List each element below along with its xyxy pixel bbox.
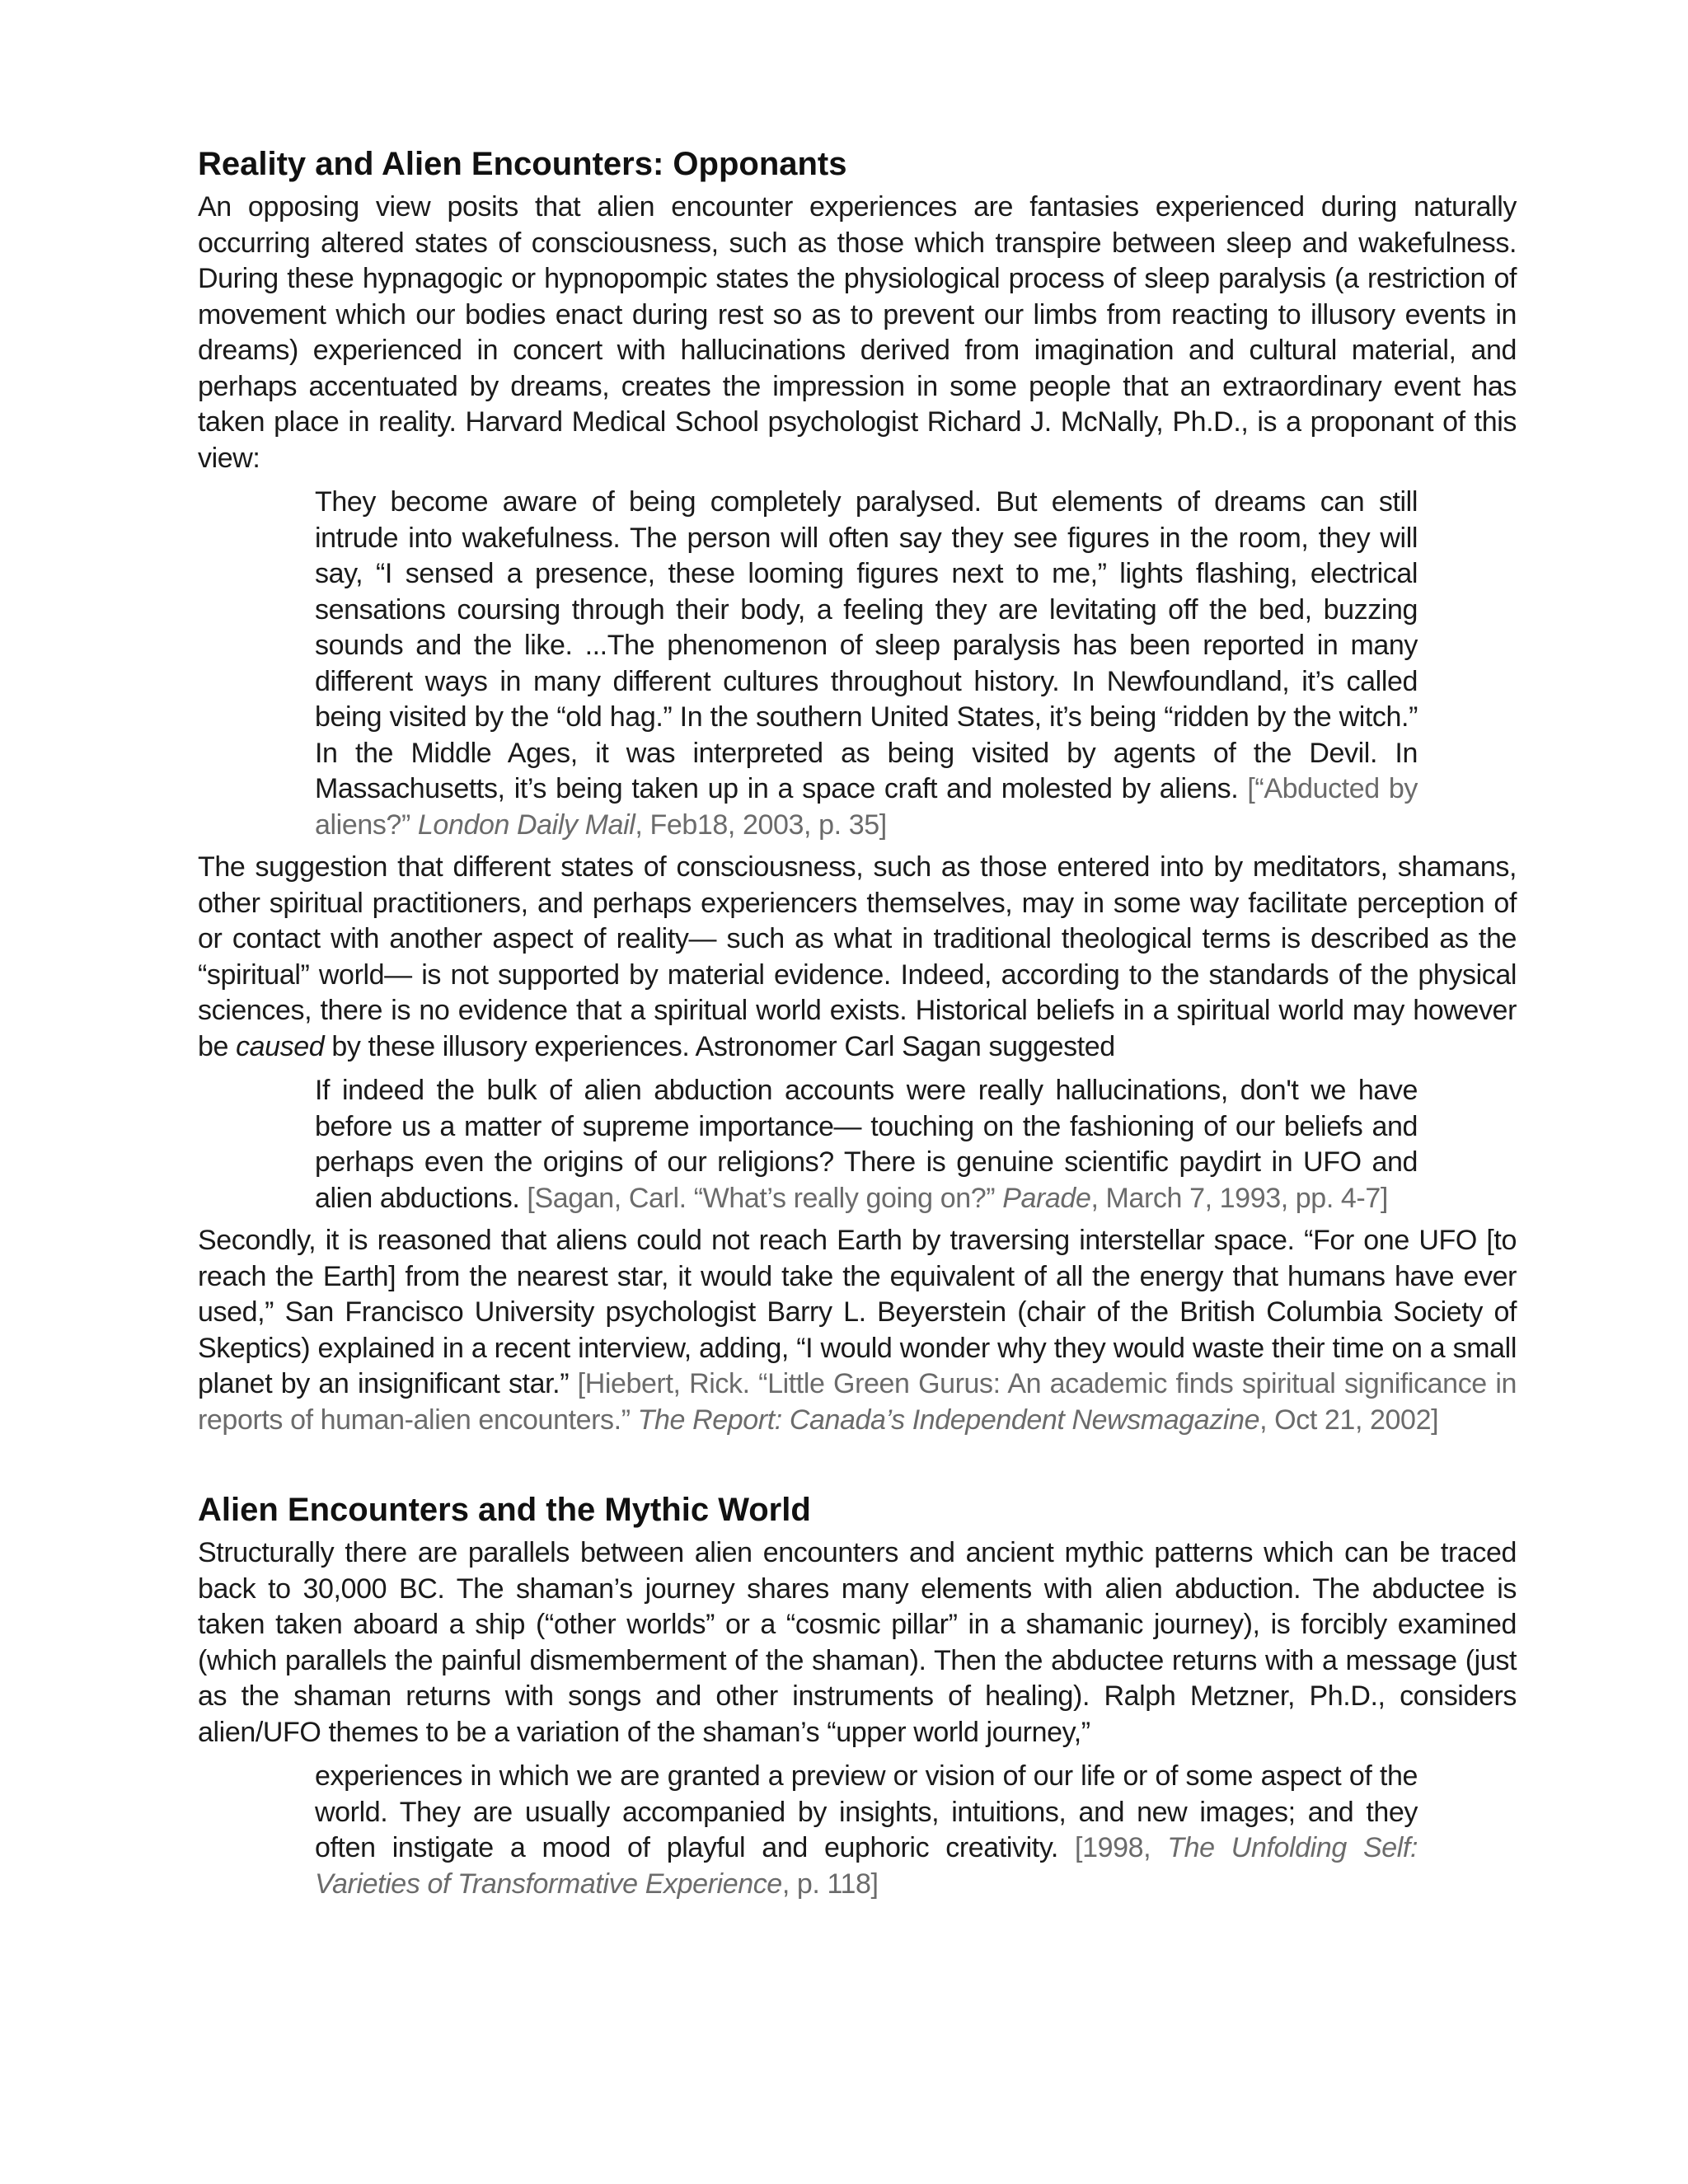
paragraph-interstellar-space: Secondly, it is reasoned that aliens could not reach Earth by traversing interstellar space. “For one UFO [to reach the Earth] from the nearest star, it would take the equivalent of all the energy that humans have ever used,” San Francisco University psychologist Barry L. Beyerstein (chair of the British Columbia Society of Skeptics) explained in a recent interview, adding, “I would wonder why they would waste their time on a small planet by an insignificant star.” [Hiebert, Rick. “Little Green Gurus: An academic finds spiritual significance in reports of human-alien encounters.” The Report: Canada’s Independent Newsmagazine, Oct 21, 2002] bbox=[198, 1225, 1517, 1436]
quote-text: experiences in which we are granted a preview or vision of our life or of some aspect of the world. They are usually accompanied by insights, intuitions, and new images; and they often instigate a mood of playful and euphoric creativity. bbox=[315, 1760, 1418, 1863]
paragraph-shaman-parallels: Structurally there are parallels between alien encounters and ancient mythic patterns which can be traced back to 30,000 BC. The shaman’s journey shares many elements with alien abduction. The abductee is taken taken aboard a ship (“other worlds” or a “cosmic pillar” in a shamanic journey), is forcibly examined (which parallels the painful dismemberment of the shaman). Then the abductee returns with a message (just as the shaman returns with songs and other instruments of healing). Ralph Metzner, Ph.D., considers alien/UFO themes to be a variation of the shaman’s “upper world journey,” bbox=[198, 1537, 1517, 1748]
citation: [“Abducted by aliens?” London Daily Mail, Feb18, 2003, p. 35] bbox=[315, 773, 1418, 841]
section-heading-mythic-world: Alien Encounters and the Mythic World bbox=[198, 1492, 811, 1528]
quote-text: If indeed the bulk of alien abduction accounts were really hallucinations, don't we have before us a matter of supreme importance— touching on the fashioning of our beliefs and perhaps even the origins of our religions? There is genuine scientific paydirt in UFO and alien abductions. bbox=[315, 1075, 1418, 1214]
block-quote-mcnally bbox=[315, 485, 1418, 843]
quote-text: They become aware of being completely paralysed. But elements of dreams can still intrude into wakefulness. The person will often say they see figures in the room, they will say, “I sensed a presence, these looming figures next to me,” lights flashing, electrical sensations coursing through their body, a feeling they are levitating off the bed, buzzing sounds and the like. ...The phenomenon of sleep paralysis has been reported in many different ways in many different cultures throughout history. In Newfoundland, it’s called being visited by the “old hag.” In the southern United States, it’s being “ridden by the witch.” In the Middle Ages, it was interpreted as being visited by agents of the Devil. In Massachusetts, it’s being taken up in a space craft and molested by aliens. bbox=[315, 486, 1418, 804]
section-spacer bbox=[198, 1438, 1517, 1488]
paragraph-spiritual-world: The suggestion that different states of consciousness, such as those entered into by meditators, shamans, other spiritual practitioners, and perhaps experiencers themselves, may in some way facilitate perception of or contact with another aspect of reality— such as what in traditional theological terms is described as the “spiritual” world— is not supported by material evidence. Indeed, according to the standards of the physical sciences, there is no evidence that a spiritual world exists. Historical beliefs in a spiritual world may however be caused by these illusory experiences. Astronomer Carl Sagan suggested bbox=[198, 851, 1517, 1062]
section-heading-opponants: Reality and Alien Encounters: Opponants bbox=[198, 146, 847, 182]
block-quote-sagan bbox=[315, 1073, 1418, 1216]
paragraph-opposing-view: An opposing view posits that alien encounter experiences are fantasies experienced during naturally occurring altered states of consciousness, such as those which transpire between sleep and wakefulness. During these hypnagogic or hypnopompic states the physiological process of sleep paralysis (a restriction of movement which our bodies enact during rest so as to prevent our limbs from reacting to illusory events in dreams) experienced in concert with hallucinations derived from imagination and cultural material, and perhaps accentuated by dreams, creates the impression in some people that an extraordinary event has taken place in reality. Harvard Medical School psychologist Richard J. McNally, Ph.D., is a proponant of this view: bbox=[198, 191, 1517, 474]
block-quote-metzner bbox=[315, 1759, 1418, 1902]
document-page bbox=[198, 142, 1517, 1907]
citation: [Hiebert, Rick. “Little Green Gurus: An academic finds spiritual significance in reports of human-alien encounters.” The Report: Canada’s Independent Newsmagazine, Oct 21, 2002] bbox=[198, 1368, 1517, 1436]
citation: [1998, The Unfolding Self: Varieties of Transformative Experience, p. 118] bbox=[315, 1832, 1418, 1900]
citation: [Sagan, Carl. “What’s really going on?” Parade, March 7, 1993, pp. 4-7] bbox=[519, 1182, 1388, 1214]
